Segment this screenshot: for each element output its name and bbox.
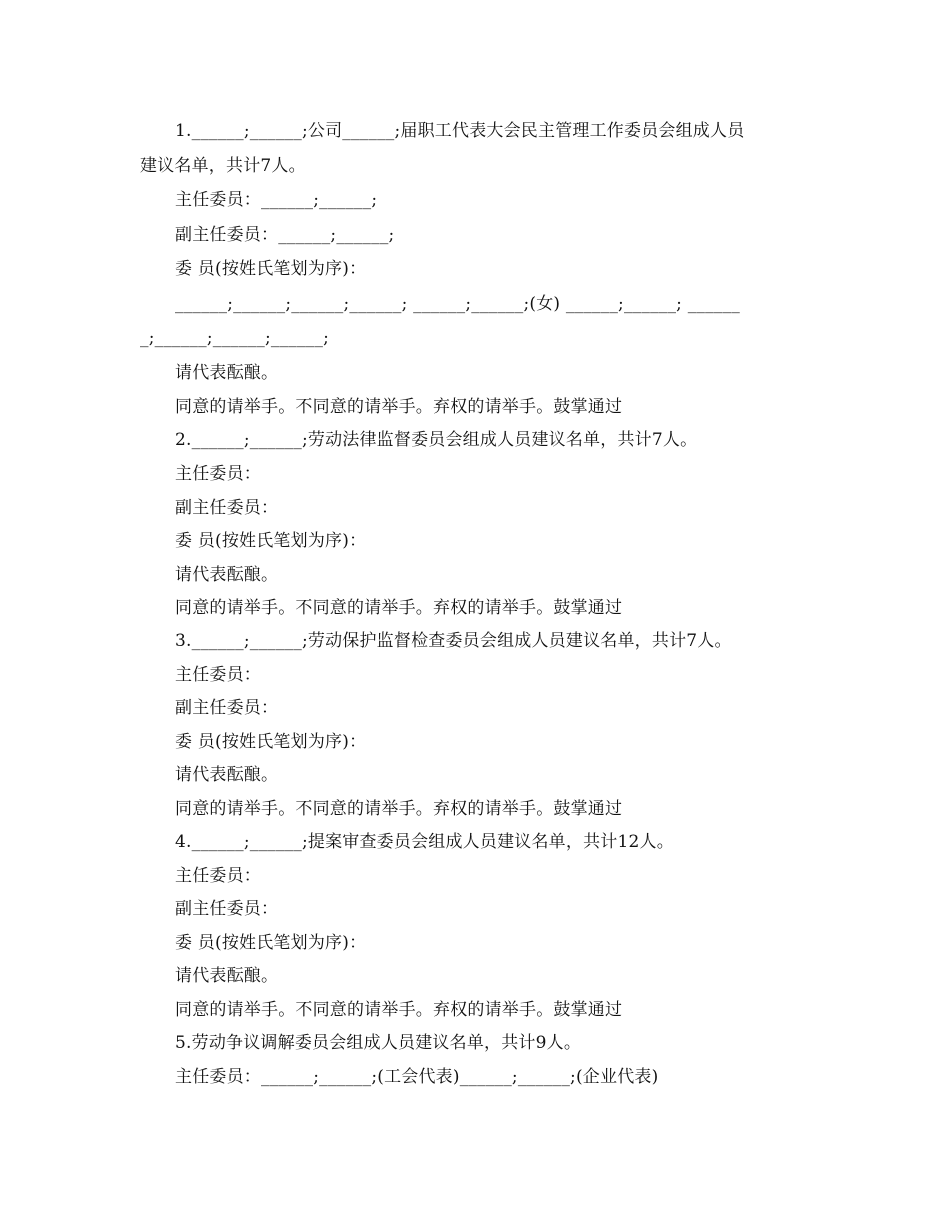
section-3-title: 3.______;______;劳动保护监督检查委员会组成人员建议名单，共计7人。: [175, 631, 732, 651]
section-1-vice-director: 副主任委员：______;______;: [175, 225, 395, 245]
section-3-vote: 同意的请举手。不同意的请举手。弃权的请举手。鼓掌通过: [175, 799, 623, 819]
section-4-director: 主任委员：: [175, 866, 261, 886]
section-1-director: 主任委员：______;______;: [175, 190, 378, 210]
section-2-vote: 同意的请举手。不同意的请举手。弃权的请举手。鼓掌通过: [175, 598, 623, 618]
section-4-vote: 同意的请举手。不同意的请举手。弃权的请举手。鼓掌通过: [175, 1000, 623, 1020]
section-4-members-label: 委 员(按姓氏笔划为序)：: [175, 933, 367, 953]
section-5-title: 5.劳动争议调解委员会组成人员建议名单，共计9人。: [175, 1033, 582, 1053]
section-1-consider: 请代表酝酿。: [175, 363, 279, 383]
section-3-vice-director: 副主任委员：: [175, 698, 279, 718]
section-2-members-label: 委 员(按姓氏笔划为序)：: [175, 531, 367, 551]
section-3-director: 主任委员：: [175, 665, 261, 685]
section-2-director: 主任委员：: [175, 464, 261, 484]
section-1-members-label: 委 员(按姓氏笔划为序)：: [175, 259, 367, 279]
section-3-members-label: 委 员(按姓氏笔划为序)：: [175, 732, 367, 752]
section-3-consider: 请代表酝酿。: [175, 765, 279, 785]
section-5-director: 主任委员：______;______;(工会代表)______;______;(企业代表): [175, 1067, 659, 1087]
section-1-members-line-2: _;______;______;______;: [140, 328, 330, 348]
section-4-title: 4.______;______;提案审查委员会组成人员建议名单，共计12人。: [175, 832, 674, 852]
section-2-consider: 请代表酝酿。: [175, 565, 279, 585]
section-2-vice-director: 副主任委员：: [175, 498, 279, 518]
section-4-vice-director: 副主任委员：: [175, 899, 279, 919]
section-1-title-line-1: 1.______;______;公司______;届职工代表大会民主管理工作委员会组成人员: [175, 121, 745, 141]
section-1-title-line-2: 建议名单，共计7人。: [140, 156, 306, 176]
section-1-vote: 同意的请举手。不同意的请举手。弃权的请举手。鼓掌通过: [175, 397, 623, 417]
section-2-title: 2.______;______;劳动法律监督委员会组成人员建议名单，共计7人。: [175, 430, 698, 450]
section-4-consider: 请代表酝酿。: [175, 966, 279, 986]
section-1-members-line-1: ______;______;______;______; ______;______;(女) ______;______; ______: [175, 294, 740, 314]
